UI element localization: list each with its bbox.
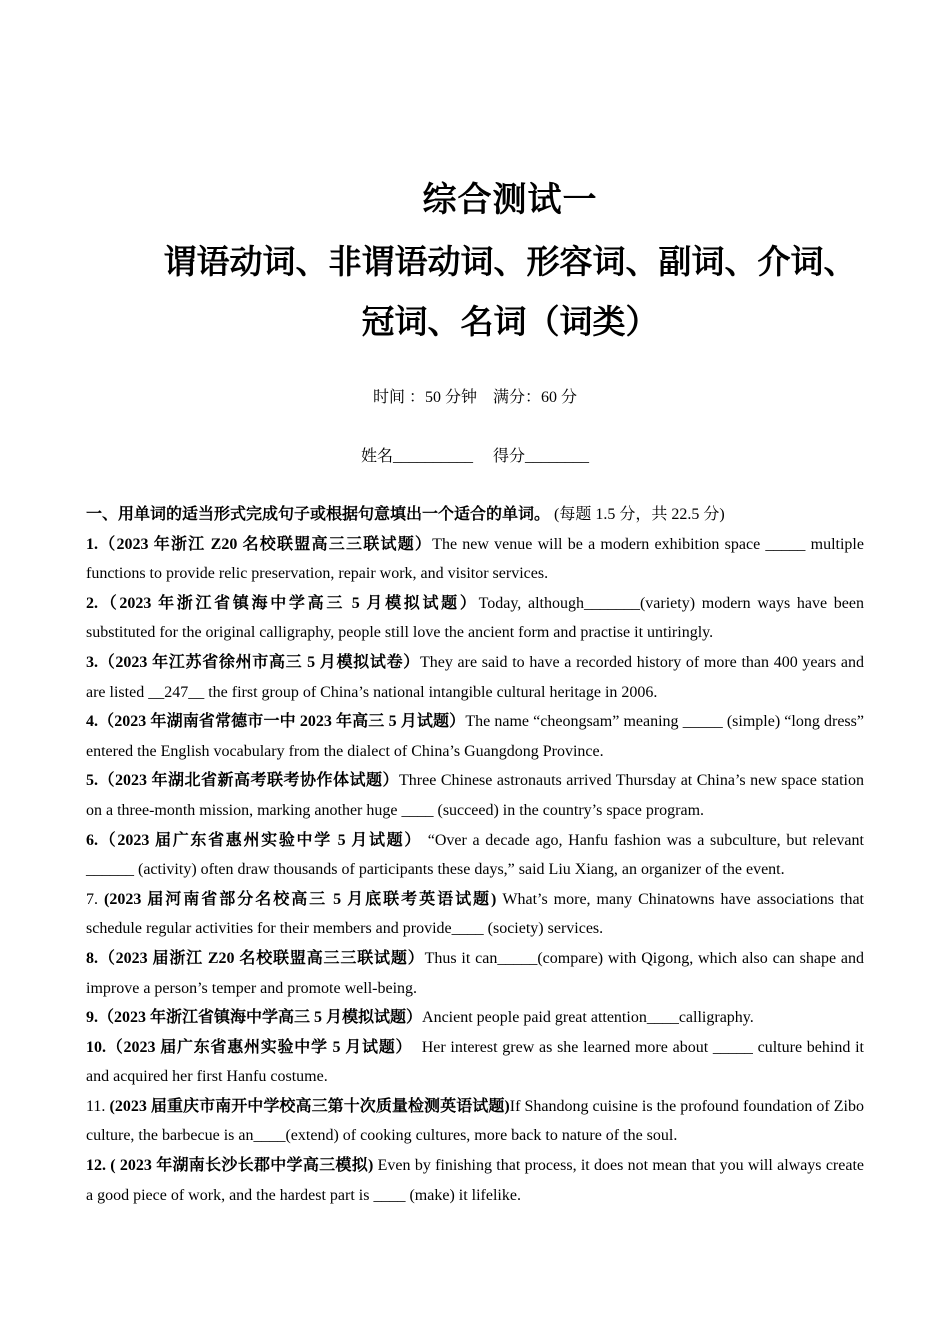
- question-source: （2023 年江苏省徐州市高三 5 月模拟试卷）: [98, 653, 420, 671]
- question-5: [86, 766, 864, 825]
- question-number: 9.: [86, 1009, 98, 1027]
- question-number: 10.: [86, 1038, 106, 1056]
- question-text: Ancient people paid great attention____calligraphy.: [422, 1009, 754, 1027]
- question-text: “Over a decade ago, Hanfu fashion was a subculture, but relevant ______ (activity) often draw thousands of participants these days,” said Liu Xiang, an organizer of the event.: [86, 831, 864, 879]
- question-source: （2023 年湖北省新高考联考协作体试题）: [98, 772, 400, 790]
- question-number: 3.: [86, 653, 98, 671]
- question-1: [86, 530, 864, 589]
- question-source: （2023 年湖南省常德市一中 2023 年高三 5 月试题）: [98, 713, 466, 731]
- question-text: They are said to have a recorded history of more than 400 years and are listed: [86, 653, 864, 701]
- question-number: 2.: [86, 594, 98, 612]
- question-number: 11.: [86, 1097, 110, 1115]
- question-source: (2023 届河南省部分名校高三 5 月底联考英语试题): [98, 890, 497, 908]
- question-source: （2023 年浙江省镇海中学高三 5 月模拟试题）: [98, 1009, 423, 1027]
- question-6: [86, 826, 864, 885]
- document-subtitle: 谓语动词、非谓语动词、形容词、副词、介词、冠词、名词（词类）: [163, 242, 857, 341]
- question-text: Thus it can_____(compare) with Qigong, which also can shape and improve a person’s temper and promote well-being.: [86, 949, 864, 997]
- question-number: 7.: [86, 890, 98, 908]
- question-number: 8.: [86, 949, 98, 967]
- question-source: （2023 届浙江 Z20 名校联盟高三三联试题）: [98, 949, 425, 967]
- question-text: Her interest grew as she learned more about _____ culture behind it and acquired her first Hanfu costume.: [86, 1038, 868, 1086]
- question-3: [86, 648, 864, 707]
- name-score-line: 姓名__________ 得分________: [360, 448, 589, 465]
- question-source: （2023 年浙江省镇海中学高三 5 月模拟试题）: [98, 594, 479, 612]
- question-number: 6.: [86, 831, 98, 849]
- question-number: 12.: [86, 1157, 111, 1175]
- question-4: [86, 707, 864, 766]
- question-text: What’s more, many Chinatowns have associations that schedule regular activities for their members and provide____ (society) services.: [86, 890, 864, 938]
- answer-blank: __247__: [148, 683, 205, 701]
- question-source: （2023 年浙江 Z20 名校联盟高三三联试题）: [98, 535, 433, 553]
- question-source: （2023 届广东省惠州实验中学 5 月试题）: [98, 831, 423, 849]
- question-11: [86, 1092, 864, 1151]
- section-heading: [86, 500, 864, 530]
- question-number: 5.: [86, 772, 98, 790]
- exam-time-score: 时间 ：50 分钟 满分：60 分: [372, 389, 577, 406]
- section-score: (每题 1.5 分，共 22.5 分): [550, 506, 725, 523]
- question-9: [86, 1003, 864, 1033]
- question-text: Today, although_______(variety) modern ways have been substituted for the original calligraphy, people still love the ancient form and practise it untiringly.: [86, 594, 864, 642]
- question-2: [86, 589, 864, 648]
- question-text: If Shandong cuisine is the profound foundation of Zibo culture, the barbecue is an____(extend) of cooking cultures, more back to nature of the soul.: [86, 1097, 865, 1145]
- section-heading-text: 一、用单词的适当形式完成句子或根据句意填出一个适合的单词。: [86, 506, 551, 523]
- question-number: 4.: [86, 713, 98, 731]
- question-source: （2023 届广东省惠州实验中学 5 月试题）: [106, 1038, 413, 1056]
- question-text: Three Chinese astronauts arrived Thursday at China’s new space station on a three-month mission, marking another huge ____ (succeed) in the country’s space program.: [86, 772, 864, 819]
- question-text: The name “cheongsam” meaning _____ (simple) “long dress” entered the English vocabulary from the dialect of China’s Guangdong Province.: [86, 713, 864, 760]
- question-source: (2023 届重庆市南开中学校高三第十次质量检测英语试题): [109, 1097, 510, 1115]
- question-10: [86, 1033, 868, 1092]
- document-title: 综合测试一: [422, 180, 598, 220]
- question-7: [86, 885, 864, 944]
- question-number: 1.: [86, 535, 98, 553]
- question-text: the first group of China’s national intangible cultural heritage in 2006.: [204, 683, 658, 701]
- question-12: [86, 1151, 864, 1210]
- question-8: [86, 944, 864, 1003]
- question-text: The new venue will be a modern exhibition space _____ multiple functions to provide relic preservation, repair work, and visitor services.: [86, 535, 864, 583]
- questions-section: [86, 500, 868, 1210]
- question-source: ( 2023 年湖南长沙长郡中学高三模拟): [110, 1157, 374, 1175]
- question-text: Even by finishing that process, it does not mean that you will always create a good piece of work, and the hardest part is ____ (make) it lifelike.: [86, 1157, 865, 1204]
